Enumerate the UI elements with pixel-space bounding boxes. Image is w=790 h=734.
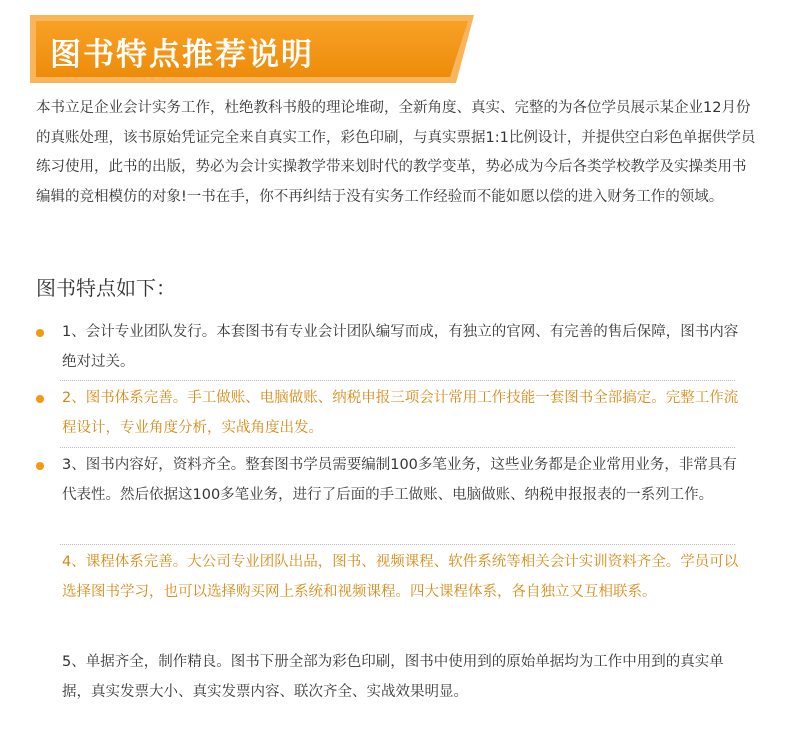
bullet-dot-icon	[36, 395, 44, 403]
features-heading: 图书特点如下：	[36, 276, 176, 300]
divider	[60, 447, 735, 448]
feature-text: 5、单据齐全，制作精良。图书下册全部为彩色印刷，图书中使用到的原始单据均为工作中用到的真实单据，真实发票大小、真实发票内容、联次齐全、实战效果明显。	[62, 654, 724, 700]
intro-paragraph: 本书立足企业会计实务工作，杜绝教科书般的理论堆砌，全新角度、真实、完整的为各位学员展示某企业12月份的真账处理，该书原始凭证完全来自真实工作，彩色印刷，与真实票据1:1比例设计，并提供空白彩色单据供学员练习使用，此书的出版，势必为会计实操教学带来划时代的教学变革，势必成为今后各类学校教学及实操类用书编辑的竞相模仿的对象!一书在手，你不再纠结于没有实务工作经验而不能如愿以偿的进入财务工作的领域。	[36, 100, 756, 205]
divider	[60, 544, 735, 545]
feature-text: 2、图书体系完善。手工做账、电脑做账、纳税申报三项会计常用工作技能一套图书全部搞定。完整工作流程设计，专业角度分析，实战角度出发。	[62, 390, 739, 436]
feature-text: 3、图书内容好，资料齐全。整套图书学员需要编制100多笔业务，这些业务都是企业常用业务，非常具有代表性。然后依据这100多笔业务，进行了后面的手工做账、电脑做账、纳税申报报表的一系列工作。	[62, 457, 737, 503]
bullet-dot-icon	[36, 462, 44, 470]
section-banner	[30, 15, 474, 83]
feature-text: 1、会计专业团队发行。本套图书有专业会计团队编写而成，有独立的官网、有完善的售后保障，图书内容绝对过关。	[62, 324, 739, 370]
feature-text: 4、课程体系完善。大公司专业团队出品，图书、视频课程、软件系统等相关会计实训资料齐全。学员可以选择图书学习，也可以选择购买网上系统和视频课程。四大课程体系，各自独立又互相联系。	[62, 554, 739, 600]
banner-title: 图书特点推荐说明	[50, 37, 314, 73]
bullet-dot-icon	[36, 329, 44, 337]
divider	[60, 380, 735, 381]
